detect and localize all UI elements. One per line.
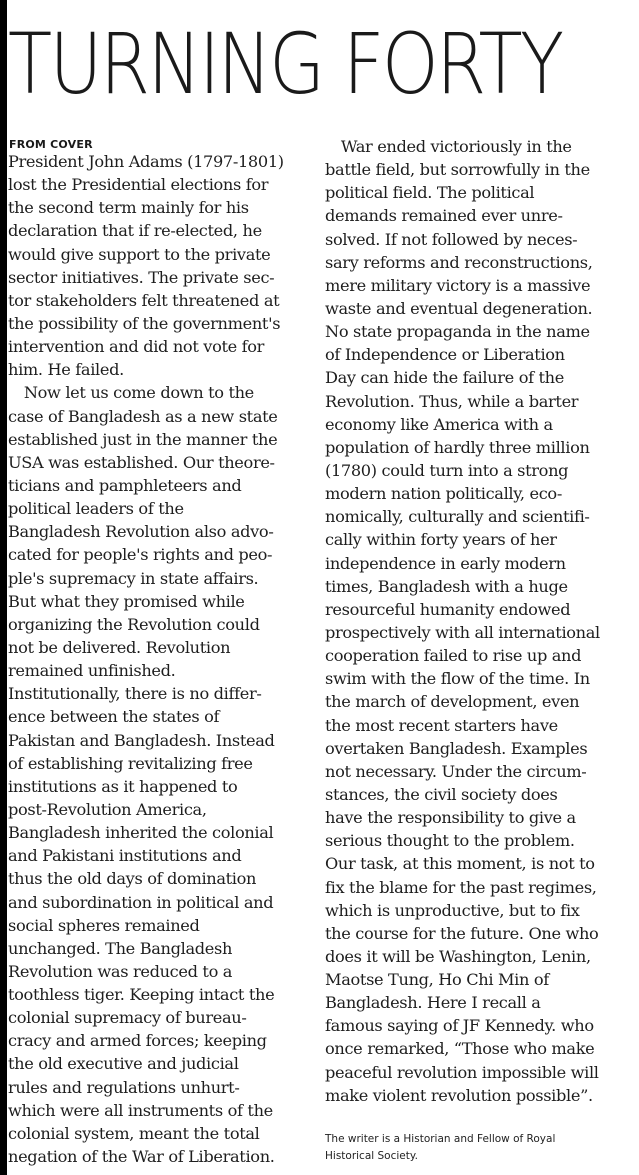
body-text-line: him. He failed. — [8, 360, 124, 380]
body-text-line: the march of development, even — [325, 692, 580, 712]
body-text-line: have the responsibility to give a — [325, 808, 576, 828]
body-text-line: of establishing revitalizing free — [8, 753, 253, 773]
body-text-line: colonial supremacy of bureau- — [8, 1008, 247, 1028]
body-text-line: fix the blame for the past regimes, — [325, 877, 597, 897]
body-text-line: But what they promised while — [8, 591, 245, 611]
body-text-line: stances, the civil society does — [325, 784, 558, 804]
body-text-line: No state propaganda in the name — [325, 322, 590, 342]
body-text-line: unchanged. The Bangladesh — [8, 938, 233, 958]
body-text-line: (1780) could turn into a strong — [325, 460, 569, 480]
body-text-line: political leaders of the — [8, 499, 184, 519]
body-text-line: once remarked, “Those who make — [325, 1039, 595, 1059]
body-text-line: would give support to the private — [8, 244, 271, 264]
body-text-line: social spheres remained — [8, 915, 200, 935]
body-text-line: resourceful humanity endowed — [325, 599, 571, 619]
body-text-line: organizing the Revolution could — [8, 614, 260, 634]
body-text-line: USA was established. Our theore- — [8, 452, 275, 472]
body-text-line: swim with the flow of the time. In — [325, 669, 590, 689]
left-edge-bar — [0, 0, 7, 1175]
body-text-line: ticians and pamphleteers and — [8, 475, 242, 495]
body-text-line: which were all instruments of the — [8, 1100, 273, 1120]
article-column-right — [325, 135, 635, 1107]
body-text-line: ple's supremacy in state affairs. — [8, 568, 259, 588]
body-text-line: cally within forty years of her — [325, 530, 557, 550]
body-text-line: political field. The political — [325, 183, 535, 203]
body-text-line: overtaken Bangladesh. Examples — [325, 738, 588, 758]
body-text-line: ence between the states of — [8, 707, 220, 727]
body-text-line: Bangladesh. Here I recall a — [325, 993, 541, 1013]
body-text-line: intervention and did not vote for — [8, 337, 265, 357]
body-text-line: case of Bangladesh as a new state — [8, 406, 278, 426]
body-text-line: Our task, at this moment, is not to — [325, 854, 595, 874]
body-text-line: Day can hide the failure of the — [325, 368, 564, 388]
body-text-line: mere military victory is a massive — [325, 275, 591, 295]
body-text-line: Revolution. Thus, while a barter — [325, 391, 579, 411]
body-text-line: Now let us come down to the — [8, 383, 254, 403]
author-byline — [325, 1131, 555, 1165]
body-text-line: peaceful revolution impossible will — [325, 1062, 599, 1082]
body-text-line: post-Revolution America, — [8, 799, 207, 819]
body-text-line: the old executive and judicial — [8, 1054, 239, 1074]
body-text-line: the second term mainly for his — [8, 198, 249, 218]
body-text-line: not necessary. Under the circum- — [325, 761, 587, 781]
body-text-line: serious thought to the problem. — [325, 831, 575, 851]
body-text-line: thus the old days of domination — [8, 869, 257, 889]
body-text-line: sector initiatives. The private sec- — [8, 267, 275, 287]
body-text-line: times, Bangladesh with a huge — [325, 576, 568, 596]
body-text-line: sary reforms and reconstructions, — [325, 252, 593, 272]
body-text-line: institutions as it happened to — [8, 776, 238, 796]
body-text-line: Maotse Tung, Ho Chi Min of — [325, 970, 549, 990]
body-text-line: established just in the manner the — [8, 429, 278, 449]
body-text-line: cated for people's rights and peo- — [8, 545, 273, 565]
body-text-line: which is unproductive, but to fix — [325, 900, 580, 920]
body-text-line: economy like America with a — [325, 414, 553, 434]
body-text-line: Bangladesh inherited the colonial — [8, 823, 274, 843]
body-text-line: independence in early modern — [325, 553, 566, 573]
body-text-line: rules and regulations unhurt- — [8, 1077, 240, 1097]
body-text-line: Bangladesh Revolution also advo- — [8, 522, 274, 542]
body-text-line: the course for the future. One who — [325, 923, 599, 943]
body-text-line: modern nation politically, eco- — [325, 484, 562, 504]
body-text-line: population of hardly three million — [325, 437, 590, 457]
body-text-line: colonial system, meant the total — [8, 1123, 260, 1143]
body-text-line: famous saying of JF Kennedy. who — [325, 1016, 594, 1036]
body-text-line: toothless tiger. Keeping intact the — [8, 985, 275, 1005]
byline-line: The writer is a Historian and Fellow of Royal — [325, 1133, 556, 1145]
body-text-line: President John Adams (1797-1801) — [8, 152, 284, 171]
body-text-line: tor stakeholders felt threatened at — [8, 290, 280, 310]
body-text-line: battle field, but sorrowfully in the — [325, 160, 590, 180]
body-text-line: and subordination in political and — [8, 892, 274, 912]
body-text-line: nomically, culturally and scientifi- — [325, 507, 590, 527]
body-text-line: cracy and armed forces; keeping — [8, 1031, 267, 1051]
body-text-line: make violent revolution possible”. — [325, 1085, 593, 1105]
article-column-left — [8, 150, 313, 1168]
byline-line: Historical Society. — [325, 1150, 418, 1162]
body-text-line: waste and eventual degeneration. — [325, 298, 593, 318]
body-text-line: prospectively with all international — [325, 622, 600, 642]
body-text-line: Pakistan and Bangladesh. Instead — [8, 730, 275, 750]
body-text-line: demands remained ever unre- — [325, 206, 563, 226]
body-text-line: remained unfinished. — [8, 661, 176, 681]
body-text-line: negation of the War of Liberation. — [8, 1147, 275, 1167]
body-text-line: declaration that if re-elected, he — [8, 221, 262, 241]
body-text-line: lost the Presidential elections for — [8, 175, 269, 195]
body-text-line: Revolution was reduced to a — [8, 961, 233, 981]
body-text-line: the possibility of the government's — [8, 313, 281, 333]
body-text-line: solved. If not followed by neces- — [325, 229, 578, 249]
body-text-line: Institutionally, there is no differ- — [8, 684, 262, 704]
body-text-line: and Pakistani institutions and — [8, 846, 242, 866]
body-text-line: not be delivered. Revolution — [8, 637, 231, 657]
section-kicker: FROM COVER — [9, 138, 93, 151]
body-text-line: does it will be Washington, Lenin, — [325, 946, 591, 966]
article-headline: TURNING FORTY — [8, 15, 562, 113]
body-text-line: War ended victoriously in the — [325, 137, 572, 156]
body-text-line: cooperation failed to rise up and — [325, 646, 582, 666]
body-text-line: of Independence or Liberation — [325, 345, 565, 365]
body-text-line: the most recent starters have — [325, 715, 558, 735]
